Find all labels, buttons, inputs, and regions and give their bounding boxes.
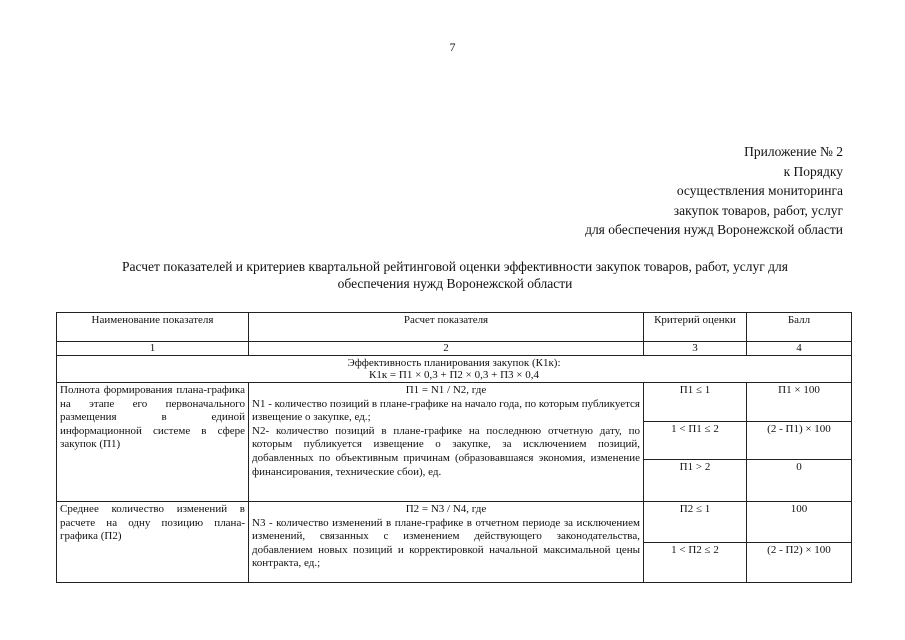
column-number-row (57, 342, 852, 356)
table-row (57, 383, 852, 422)
appendix-line: к Порядку (783, 163, 843, 179)
score-cell: 0 (747, 460, 852, 502)
criterion-cell: П1 ≤ 1 (644, 383, 747, 422)
header-indicator-name: Наименование показателя (57, 313, 249, 342)
criterion-cell: П1 > 2 (644, 460, 747, 502)
appendix-line: осуществления мониторинга (676, 183, 843, 198)
indicator-name: Полнота формирования плана-графика на этапе его первоначального размещения в единой информационной системе в сфере закупок (П1) (57, 383, 249, 502)
section-formula: К1к = П1 × 0,3 + П2 × 0,3 + П3 × 0,4 (369, 369, 539, 381)
indicator-calculation (249, 502, 644, 583)
calculation-text: N1 - количество позиций в плане-графике на начало года, по которым публикуется извещение о закупке, ед.; (252, 397, 640, 424)
title-line: обеспечения нужд Воронежской области (337, 276, 573, 291)
header-calculation: Расчет показателя (249, 313, 644, 342)
calculation-text: N3 - количество изменений в плане-графике в отчетном периоде за исключением изменений, связанных с изменением действующего законодательства, добавлением новых позиций и корректировкой начальной максимальной цены контракта, ед.; (252, 516, 640, 570)
calculation-formula: П1 = N1 / N2, где (405, 384, 487, 396)
header-score: Балл (747, 313, 852, 342)
document-title (60, 258, 850, 292)
calculation-formula: П2 = N3 / N4, где (405, 503, 487, 515)
section-title (57, 356, 852, 383)
rating-table (56, 312, 852, 583)
appendix-line: закупок товаров, работ, услуг (673, 202, 843, 218)
column-number: 3 (644, 342, 747, 356)
column-number: 1 (57, 342, 249, 356)
indicator-calculation (249, 383, 644, 502)
title-line: Расчет показателей и критериев квартальной рейтинговой оценки эффективности закупок товаров, работ, услуг для (122, 259, 788, 274)
score-cell: (2 - П1) × 100 (747, 422, 852, 460)
criterion-cell: 1 < П2 ≤ 2 (644, 543, 747, 583)
table-header-row (57, 313, 852, 342)
section-title-line: Эффективность планирования закупок (К1к): (347, 357, 561, 369)
header-criterion: Критерий оценки (644, 313, 747, 342)
section-row (57, 356, 852, 383)
criterion-cell: П2 ≤ 1 (644, 502, 747, 543)
column-number: 2 (249, 342, 644, 356)
page-number: 7 (449, 40, 456, 54)
criterion-cell: 1 < П1 ≤ 2 (644, 422, 747, 460)
column-number: 4 (747, 342, 852, 356)
score-cell: П1 × 100 (747, 383, 852, 422)
score-cell: (2 - П2) × 100 (747, 543, 852, 583)
appendix-line: Приложение № 2 (744, 144, 843, 159)
appendix-header (585, 142, 843, 240)
calculation-text: N2- количество позиций в плане-графике на последнюю отчетную дату, по которым публикуется извещение о закупке, за исключением позиций, добавленных по объективным причинам (образовавшаяся экономия, изменение финансирования, технические сбои), ед. (252, 424, 640, 478)
score-cell: 100 (747, 502, 852, 543)
indicator-name: Среднее количество изменений в расчете на одну позицию плана-графика (П2) (57, 502, 249, 583)
table-row (57, 502, 852, 543)
appendix-line: для обеспечения нужд Воронежской области (585, 222, 843, 237)
